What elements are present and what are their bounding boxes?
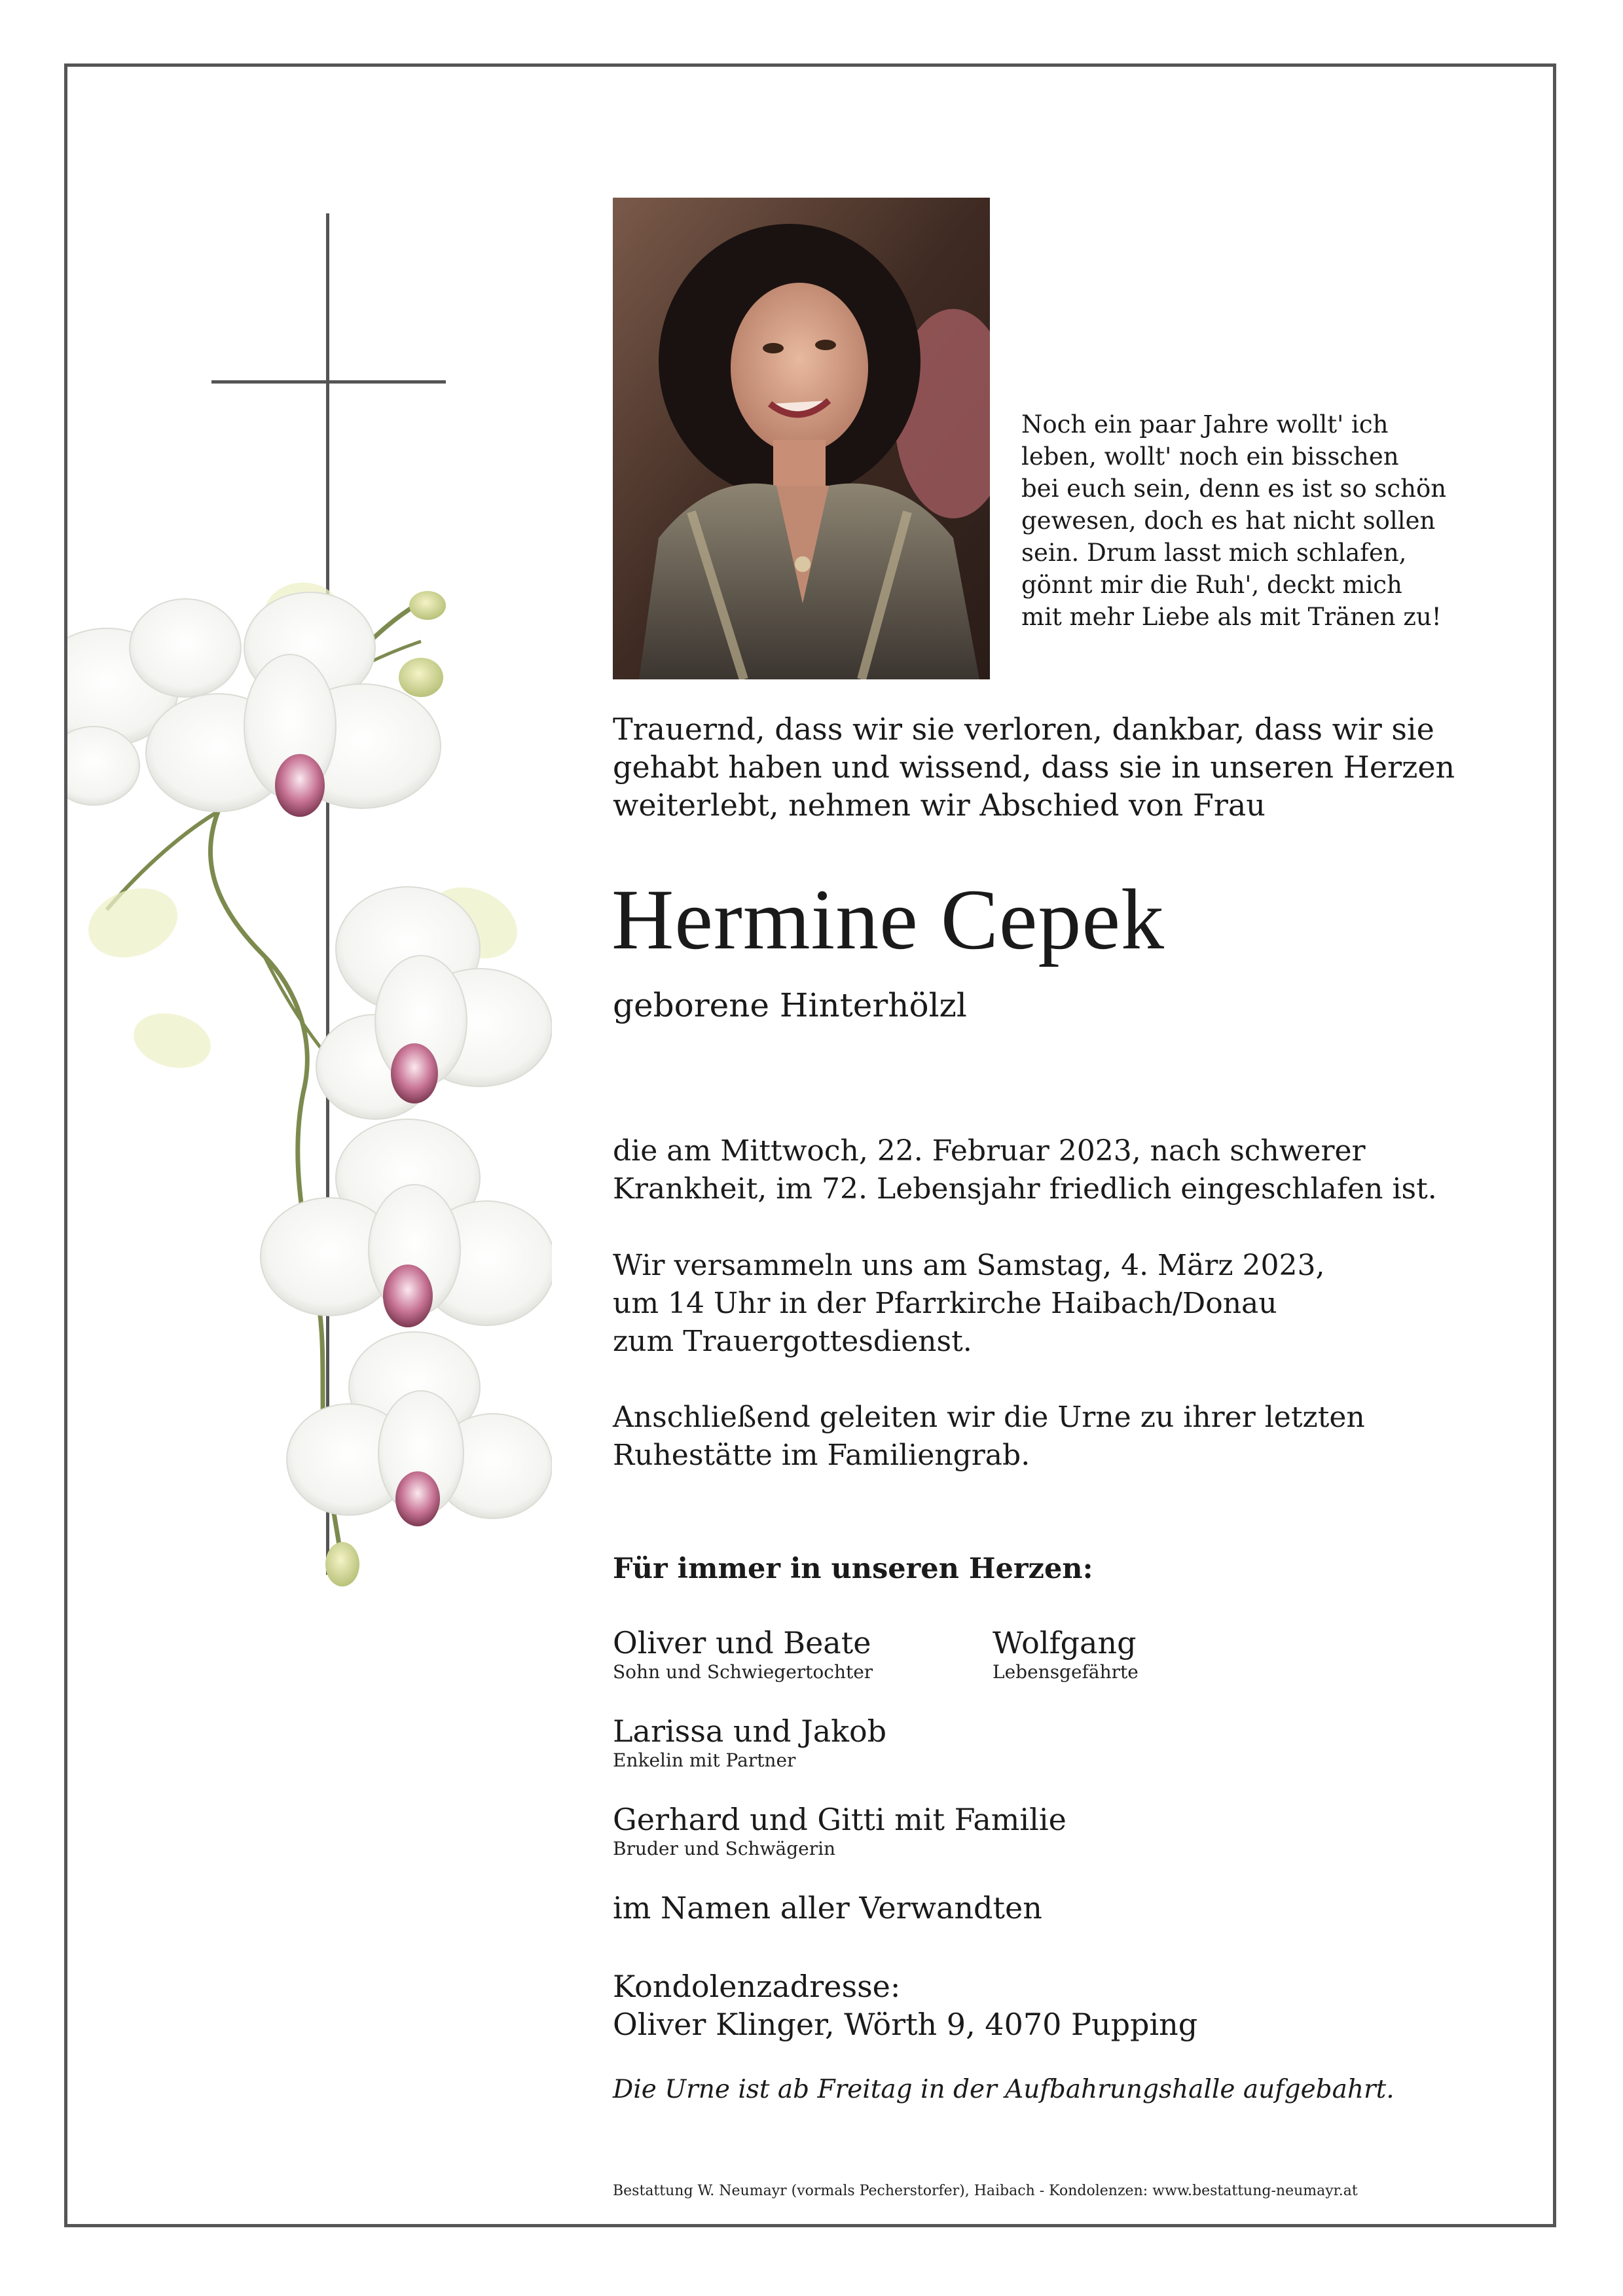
condolence-address-text: Oliver Klinger, Wörth 9, 4070 Pupping — [613, 2007, 1198, 2042]
poem-line: gönnt mir die Ruh', deckt mich — [1021, 571, 1402, 599]
cross-horizontal-bar — [211, 380, 446, 384]
footer-credits: Bestattung W. Neumayr (vormals Pecherstorfer), Haibach - Kondolenzen: www.bestattung-neumayr.at — [613, 2183, 1358, 2199]
mourner-name: Wolfgang — [993, 1625, 1137, 1660]
poem-line: Noch ein paar Jahre wollt' ich — [1021, 410, 1389, 439]
condolence-address — [613, 1967, 1197, 2043]
death-notice-line: die am Mittwoch, 22. Februar 2023, nach schwerer — [613, 1134, 1366, 1168]
deceased-name: Hermine Cepek — [611, 871, 1165, 967]
intro-line: weiterlebt, nehmen wir Abschied von Frau — [613, 787, 1266, 823]
mourner-entry — [993, 1624, 1139, 1683]
mourner-name: Larissa und Jakob — [613, 1713, 887, 1749]
birth-name: geborene Hinterhölzl — [613, 986, 967, 1024]
orchid-icon — [67, 569, 552, 1604]
mourner-relation: Enkelin mit Partner — [613, 1749, 796, 1771]
mourner-entry — [613, 1624, 873, 1683]
portrait-photo — [613, 198, 990, 679]
burial-line: Ruhestätte im Familiengrab. — [613, 1439, 1030, 1472]
death-notice — [613, 1132, 1437, 1208]
mourner-name: Oliver und Beate — [613, 1625, 871, 1660]
poem — [1021, 408, 1480, 633]
poem-line: mit mehr Liebe als mit Tränen zu! — [1021, 603, 1442, 631]
condolence-label: Kondolenzadresse: — [613, 1969, 901, 2004]
burial-line: Anschließend geleiten wir die Urne zu ihrer letzten — [613, 1401, 1365, 1434]
mourner-name: Gerhard und Gitti mit Familie — [613, 1802, 1067, 1837]
intro-line: gehabt haben und wissend, dass sie in unseren Herzen — [613, 749, 1455, 785]
poem-line: gewesen, doch es hat nicht sollen — [1021, 507, 1436, 535]
mourner-relation: Lebensgefährte — [993, 1661, 1139, 1683]
urn-note: Die Urne ist ab Freitag in der Aufbahrungshalle aufgebahrt. — [613, 2075, 1395, 2104]
burial-notice — [613, 1399, 1365, 1475]
mourner-relation: Bruder und Schwägerin — [613, 1838, 836, 1859]
service-line: Wir versammeln uns am Samstag, 4. März 2023, — [613, 1249, 1325, 1282]
death-notice-line: Krankheit, im 72. Lebensjahr friedlich eingeschlafen ist. — [613, 1172, 1437, 1206]
mourner-entry — [613, 1713, 886, 1772]
mourners-heading: Für immer in unseren Herzen: — [613, 1552, 1093, 1585]
service-line: zum Trauergottesdienst. — [613, 1325, 972, 1358]
intro-text — [613, 710, 1455, 824]
service-line: um 14 Uhr in der Pfarrkirche Haibach/Donau — [613, 1287, 1277, 1320]
mourner-entry — [613, 1801, 1067, 1860]
mourner-relation: Sohn und Schwiegertochter — [613, 1661, 873, 1683]
intro-line: Trauernd, dass wir sie verloren, dankbar, dass wir sie — [613, 711, 1434, 747]
poem-line: sein. Drum lasst mich schlafen, — [1021, 539, 1407, 567]
poem-line: leben, wollt' noch ein bisschen — [1021, 442, 1399, 471]
relatives-line: im Namen aller Verwandten — [613, 1890, 1042, 1926]
poem-line: bei euch sein, denn es ist so schön — [1021, 475, 1447, 503]
service-notice — [613, 1247, 1325, 1361]
